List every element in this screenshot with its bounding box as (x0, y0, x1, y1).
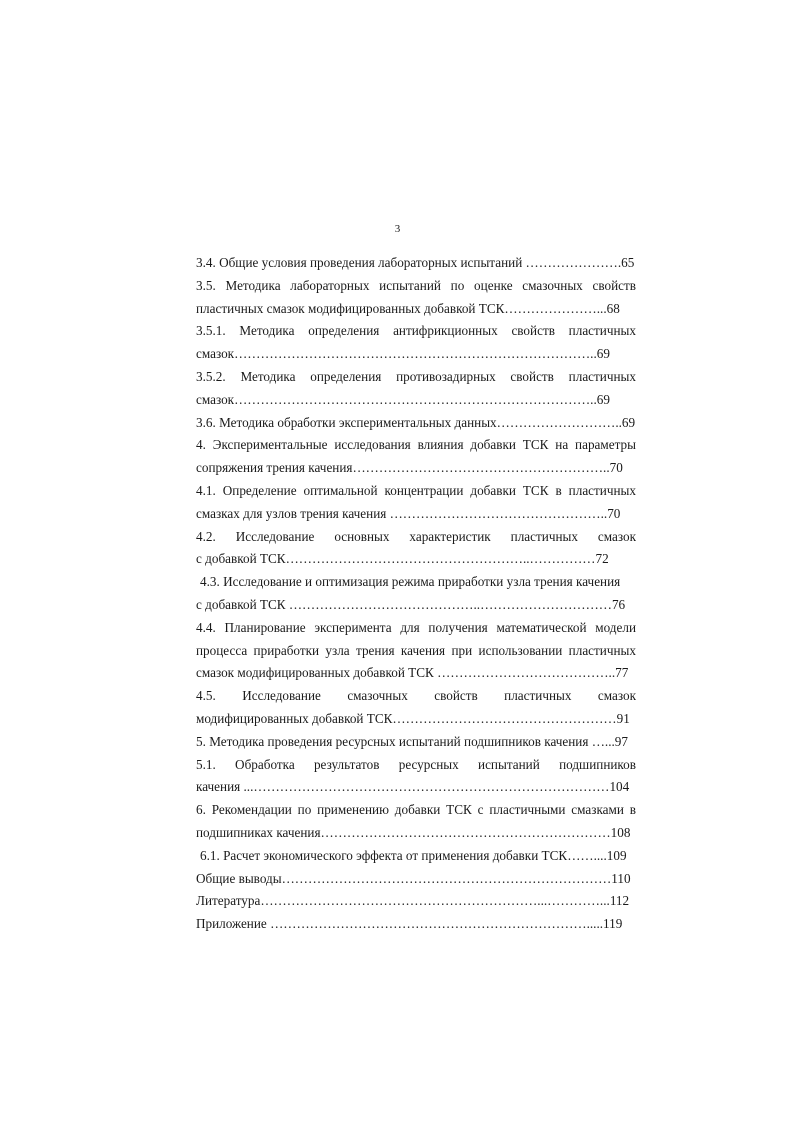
toc-line: 3.4. Общие условия проведения лабораторных испытаний ………………….65 (196, 255, 635, 270)
table-of-contents (196, 252, 636, 936)
toc-line: 3.5.2. Методика определения противозадирных свойств пластичных (196, 368, 636, 384)
toc-line: модифицированных добавкой ТСК……………………………………………91 (196, 710, 630, 726)
toc-line: сопряжения трения качения…………………………………………………..70 (196, 460, 623, 476)
toc-line: 4.5. Исследование смазочных свойств пластичных смазок (196, 688, 636, 704)
toc-line: Общие выводы…………………………………………………………………110 (196, 870, 631, 886)
toc-line: 4.2. Исследование основных характеристик пластичных смазок (196, 528, 636, 544)
toc-line: 3.6. Методика обработки экспериментальных данных………………………..69 (196, 414, 636, 430)
toc-line: 6. Рекомендации по применению добавки ТСК с пластичными смазками в (196, 802, 636, 818)
toc-line: подшипниках качения…………………………………………………………108 (196, 824, 631, 840)
toc-line: качения ...………………………………………………………………………104 (196, 779, 630, 795)
toc-line: Приложение ……………………………………………………………….....119 (196, 916, 623, 932)
toc-line: смазок………………………………………………………………………..69 (196, 391, 610, 407)
toc-line: 5.1. Обработка результатов ресурсных испытаний подшипников (196, 756, 636, 772)
toc-line: 5. Методика проведения ресурсных испытаний подшипников качения …...97 (196, 733, 628, 749)
toc-line: 4.4. Планирование эксперимента для получения математической модели (196, 619, 636, 635)
toc-line: процесса приработки узла трения качения при использовании пластичных (196, 642, 636, 658)
toc-line: 4.1. Определение оптимальной концентрации добавки ТСК в пластичных (196, 482, 636, 498)
toc-line: смазках для узлов трения качения …………………………………………..70 (196, 505, 621, 521)
toc-line: с добавкой ТСК ……………………………………..…………………………76 (196, 596, 626, 612)
toc-line: 4. Экспериментальные исследования влияния добавки ТСК на параметры (196, 437, 636, 453)
toc-line: пластичных смазок модифицированных добавкой ТСК…………………...68 (196, 300, 620, 316)
page-number: 3 (394, 223, 401, 235)
toc-line: смазок………………………………………………………………………..69 (196, 346, 610, 362)
toc-line: 3.5.1. Методика определения антифрикционных свойств пластичных (196, 323, 636, 339)
toc-line: Литература………………………………………………………...…………...112 (196, 893, 630, 909)
toc-line: с добавкой ТСК………………………………………………..……………72 (196, 551, 609, 567)
toc-line: 3.5. Методика лабораторных испытаний по оценке смазочных свойств (196, 277, 636, 293)
toc-line: смазок модифицированных добавкой ТСК …………………………………..77 (196, 665, 629, 681)
toc-line: 4.3. Исследование и оптимизация режима приработки узла трения качения (200, 574, 621, 590)
toc-line: 6.1. Расчет экономического эффекта от применения добавки ТСК……....109 (200, 847, 627, 863)
